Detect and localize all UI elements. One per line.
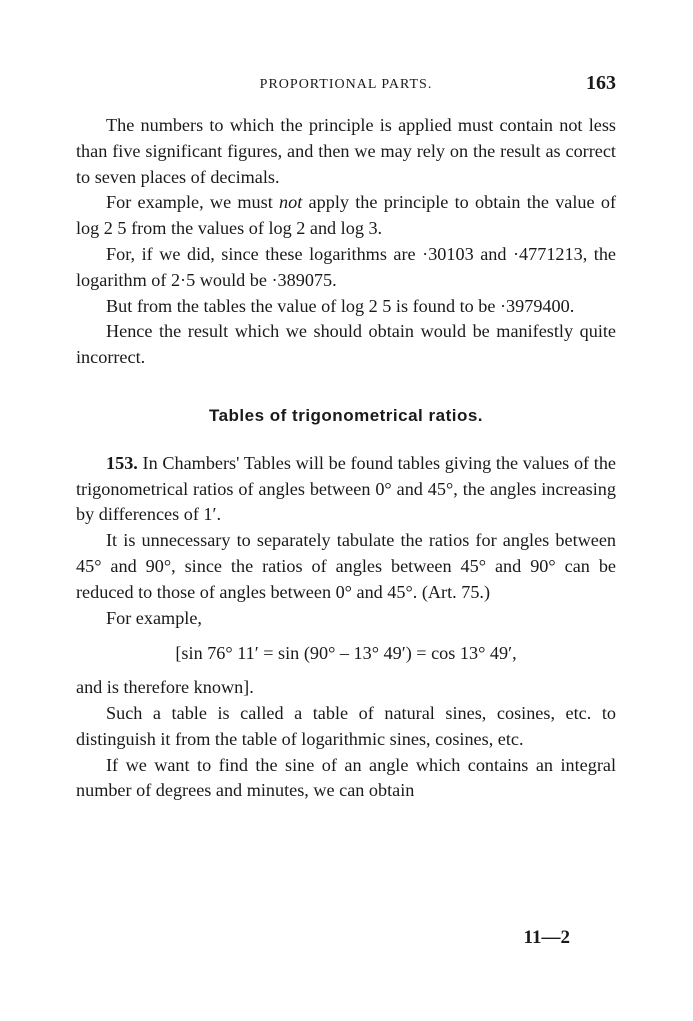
paragraph: If we want to find the sine of an angle which contains an integral number of degrees and minutes, we can obtain: [76, 754, 616, 801]
paragraph: [76, 190, 616, 242]
page-header: [76, 72, 616, 100]
paragraph: For example,: [106, 607, 202, 628]
signature-mark: 11—2: [523, 927, 570, 948]
paragraph: Hence the result which we should obtain would be manifestly quite incorrect.: [76, 321, 616, 368]
paragraph: The numbers to which the principle is applied must contain not less than five significant figures, and then we may rely on the result as correct to seven places of decimals.: [76, 115, 616, 187]
page-body: [76, 113, 616, 804]
paragraph: For, if we did, since these logarithms are ·30103 and ·4771213, the logarithm of 2·5 would be ·389075.: [76, 243, 616, 290]
running-title: PROPORTIONAL PARTS.: [259, 77, 433, 92]
article-paragraph: [76, 451, 616, 528]
article-number: 153.: [106, 452, 138, 473]
paragraph-text: For example, we must: [106, 192, 280, 213]
section-heading: Tables of trigonometrical ratios.: [208, 405, 484, 425]
paragraph-text: apply the principle to obtain the value of log 2 5 from the values of log 2 and log 3.: [76, 192, 616, 239]
paragraph: Such a table is called a table of natural sines, cosines, etc. to distinguish it from the table of logarithmic sines, cosines, etc.: [76, 702, 616, 749]
page-number: 163: [586, 72, 616, 94]
paragraph: It is unnecessary to separately tabulate the ratios for angles between 45° and 90°, since the ratios of angles between 45° and 90° can be reduced to those of angles between 0° and 45°. (Art. 75.): [76, 530, 616, 602]
emphasis-text: not: [279, 192, 303, 213]
article-text: In Chambers' Tables will be found tables giving the values of the trigonometrical ratios of angles between 0° and 45°, the angles increasing by differences of 1′.: [76, 452, 617, 525]
paragraph: But from the tables the value of log 2 5 is found to be ·3979400.: [106, 295, 575, 316]
equation: [sin 76° 11′ = sin (90° – 13° 49′) = cos 13° 49′,: [175, 643, 517, 664]
paragraph: and is therefore known].: [76, 677, 254, 698]
